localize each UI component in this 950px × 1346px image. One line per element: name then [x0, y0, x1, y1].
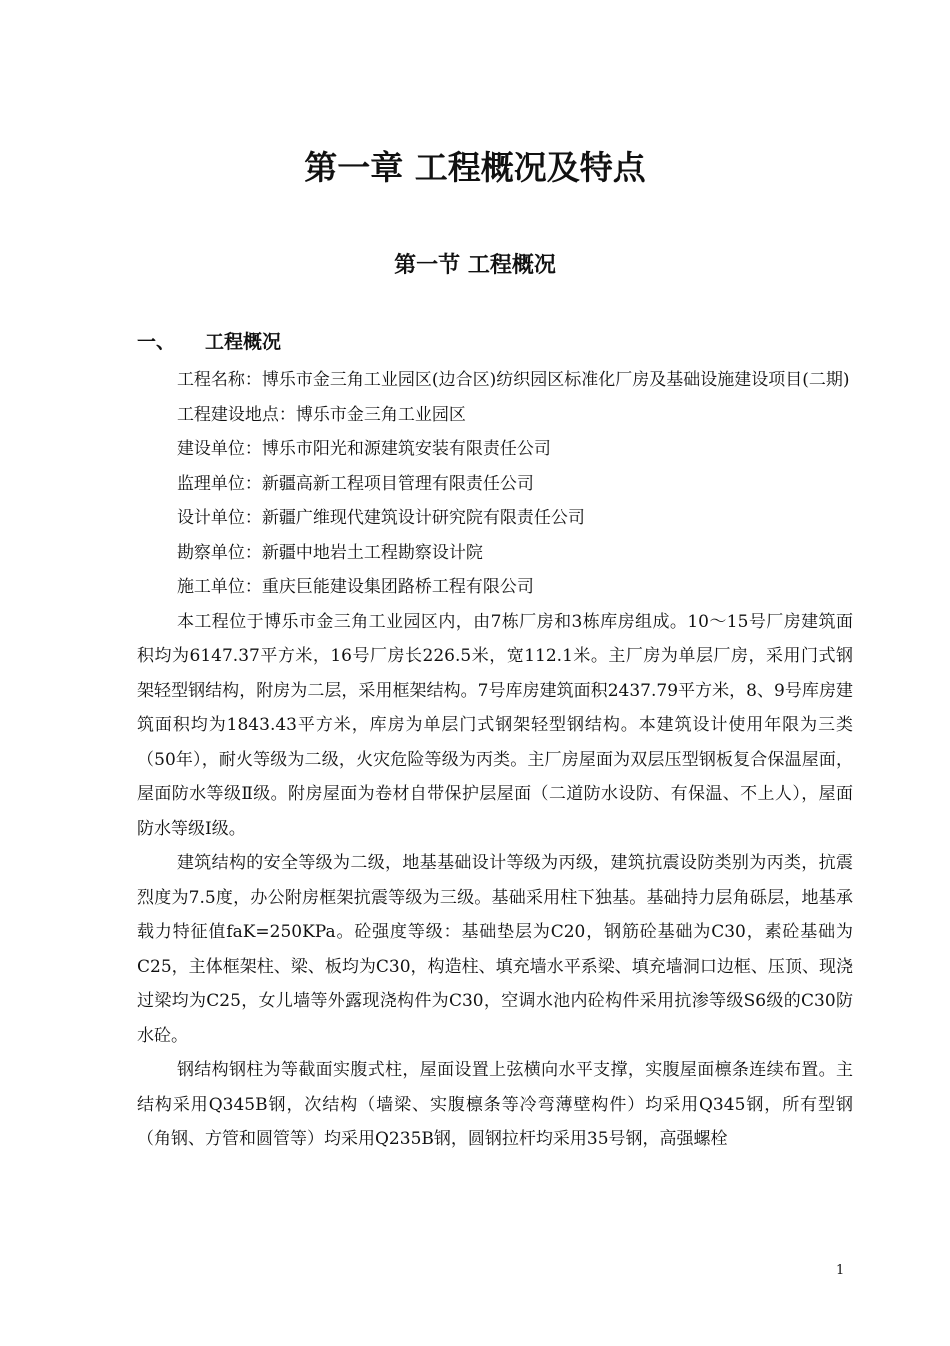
subsection-heading — [137, 327, 281, 357]
page-number: 1 — [836, 1263, 845, 1278]
paragraph-supervisor: 监理单位：新疆高新工程项目管理有限责任公司 — [176, 473, 534, 494]
section-title: 第一节 工程概况 — [394, 252, 556, 278]
subsection-title: 工程概况 — [205, 331, 282, 353]
paragraph-surveyor: 勘察单位：新疆中地岩土工程勘察设计院 — [176, 542, 483, 563]
paragraph-client: 建设单位：博乐市阳光和源建筑安装有限责任公司 — [176, 439, 551, 459]
paragraph-steel-structure: 钢结构钢柱为等截面实腹式柱，屋面设置上弦横向水平支撑，实腹屋面檩条连续布置。主结构采用Q345B钢，次结构（墙梁、实腹檩条等冷弯薄壁构件）均采用Q345钢，所有型钢（角钢、方管和圆管等）均采用Q235B钢，圆钢拉杆均采用35号钢，高强螺栓 — [137, 1060, 853, 1149]
paragraph-contractor: 施工单位：重庆巨能建设集团路桥工程有限公司 — [176, 577, 534, 597]
paragraph-structure: 建筑结构的安全等级为二级，地基基础设计等级为丙级，建筑抗震设防类别为丙类，抗震烈度为7.5度，办公附房框架抗震等级为三级。基础采用柱下独基。基础持力层角砾层，地基承载力特征值faK=250KPa。砼强度等级：基础垫层为C20，钢筋砼基础为C30，素砼基础为C25，主体框架柱、梁、板均为C30，构造柱、填充墙水平系梁、填充墙洞口边框、压顶、现浇过梁均为C25，女儿墙等外露现浇构件为C30，空调水池内砼构件采用抗渗等级S6级的C30防水砼。 — [137, 853, 853, 1046]
paragraph-project-name: 工程名称：博乐市金三角工业园区(边合区)纺织园区标准化厂房及基础设施建设项目(二期) — [176, 370, 850, 390]
chapter-title: 第一章 工程概况及特点 — [304, 148, 646, 187]
subsection-number: 一、 — [137, 331, 176, 353]
paragraph-designer: 设计单位：新疆广维现代建筑设计研究院有限责任公司 — [176, 508, 585, 528]
paragraph-overview: 本工程位于博乐市金三角工业园区内，由7栋厂房和3栋库房组成。10～15号厂房建筑面积均为6147.37平方米，16号厂房长226.5米，宽112.1米。主厂房为单层厂房，采用门式钢架轻型钢结构，附房为二层，采用框架结构。7号库房建筑面积2437.79平方米，8、9号库房建筑面积均为1843.43平方米，库房为单层门式钢架轻型钢结构。本建筑设计使用年限为三类（50年），耐火等级为二级，火灾危险等级为丙类。主厂房屋面为双层压型钢板复合保温屋面，屋面防水等级Ⅱ级。附房屋面为卷材自带保护层屋面（二道防水设防、有保温、不上人），屋面防水等级Ⅰ级。 — [137, 611, 853, 839]
body-text — [137, 363, 853, 1157]
paragraph-project-location: 工程建设地点：博乐市金三角工业园区 — [176, 404, 466, 425]
